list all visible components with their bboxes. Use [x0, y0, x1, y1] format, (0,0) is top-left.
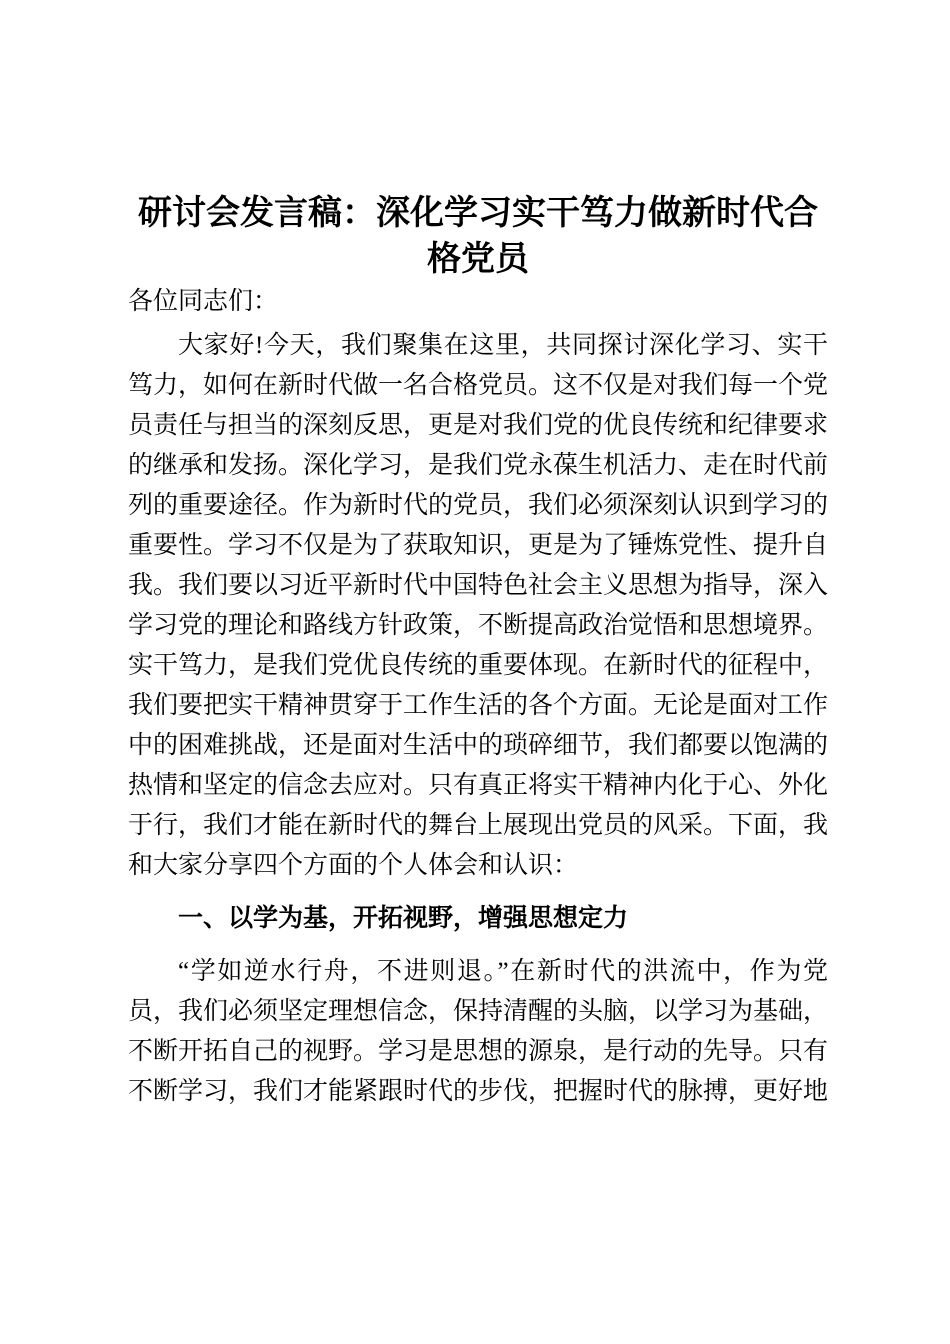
- document-content: [128, 190, 828, 1112]
- section-1-heading: 一、以学为基，开拓视野，增强思想定力: [178, 904, 629, 932]
- salutation-line: 各位同志们：: [128, 288, 279, 315]
- intro-paragraph: 大家好!今天，我们聚集在这里，共同探讨深化学习、实干笃力，如何在新时代做一名合格党员。这不仅是对我们每一个党员责任与担当的深刻反思，更是对我们党的优良传统和纪律要求的继承和发扬。深化学习，是我们党永葆生机活力、走在时代前列的重要途径。作为新时代的党员，我们必须深刻认识到学习的重要性。学习不仅是为了获取知识，更是为了锤炼党性、提升自我。我们要以习近平新时代中国特色社会主义思想为指导，深入学习党的理论和路线方针政策，不断提高政治觉悟和思想境界。实干笃力，是我们党优良传统的重要体现。在新时代的征程中，我们要把实干精神贯穿于工作生活的各个方面。无论是面对工作中的困难挑战，还是面对生活中的琐碎细节，我们都要以饱满的热情和坚定的信念去应对。只有真正将实干精神内化于心、外化于行，我们才能在新时代的舞台上展现出党员的风采。下面，我和大家分享四个方面的个人体会和认识：: [128, 332, 829, 879]
- section-1-paragraph: “学如逆水行舟，不进则退。”在新时代的洪流中，作为党员，我们必须坚定理想信念，保持清醒的头脑，以学习为基础，不断开拓自己的视野。学习是思想的源泉，是行动的先导。只有不断学习，我们才能紧跟时代的步伐，把握时代的脉搏，更好地: [128, 958, 829, 1105]
- document-title: 研讨会发言稿：深化学习实干笃力做新时代合格党员: [138, 194, 818, 278]
